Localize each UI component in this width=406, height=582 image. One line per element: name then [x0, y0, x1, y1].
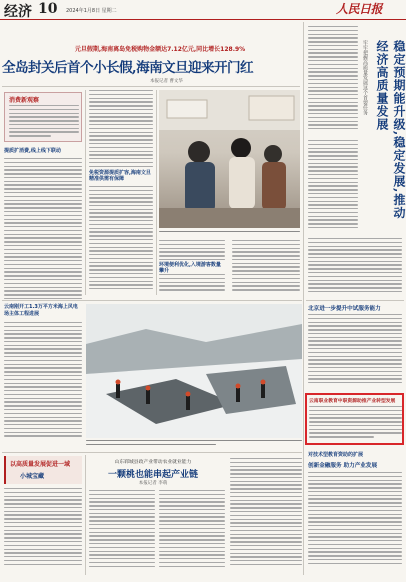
lead-rule	[2, 86, 300, 87]
photo-caption-2	[86, 440, 302, 450]
section-name: 经济	[4, 4, 32, 20]
right-body-2	[308, 140, 358, 235]
masthead-date: 2024年1月8日 星期二	[66, 8, 117, 14]
duty-free-shopping-photo	[159, 90, 300, 228]
lower-left-title: 云南刚开工1.3万平方米海上风电场主体工程进展	[4, 304, 78, 317]
lower-left-body	[4, 322, 82, 444]
feature-body-1	[89, 490, 155, 572]
right-title-3: 对技术型教育资助的扩展	[308, 452, 364, 458]
photo-caption-1	[159, 231, 300, 237]
construction-photo	[86, 304, 302, 438]
left-body-1	[4, 158, 82, 308]
bottom-left-subtitle: 小城宝藏	[20, 473, 45, 480]
right-body-3	[308, 238, 402, 298]
lead-kicker: 元旦假期,海南离岛免税购物金额达7.12亿元,同比增长128.9%	[74, 46, 246, 53]
left-section-title-1: 提质扩消费,线上线下联动	[4, 148, 61, 154]
right-title-2: 云南职业教育中职资源助推产业转型发展	[309, 399, 396, 404]
highlight-box	[305, 393, 404, 445]
right-body-1	[308, 26, 358, 136]
bottom-left-box	[4, 456, 82, 484]
feature-headline: 一颗桃也能串起产业链	[107, 470, 198, 480]
masthead	[0, 0, 406, 20]
mid-sub-title-1: 免税资源提质扩容,海南文旦精准供需有保障	[89, 170, 151, 182]
newspaper-logo: 人民日报	[336, 2, 383, 16]
feature-body-2	[159, 490, 225, 572]
right-title-1: 北京进一步提升中试服务能力	[308, 306, 381, 312]
right-vertical-subheading: 牢牢把握高质量发展这个首要任务	[362, 40, 368, 115]
right-vertical-headline: 稳定预期能升级,稳定发展,推动经济高质量发展	[375, 40, 406, 220]
right-body-5	[308, 472, 402, 570]
feature-kicker: 山东郓城县政产业带动农业就业能力	[114, 460, 192, 465]
lead-byline: 本报记者 曹文华	[150, 79, 183, 84]
mid-body-1	[89, 90, 153, 172]
right-title-4: 创新金融服务 助力产业发展	[308, 463, 378, 469]
feature-body-3	[230, 458, 302, 572]
right-body-4	[308, 314, 402, 390]
bottom-left-title: 以高质量发展促进一域	[10, 461, 71, 468]
mid-body-4	[232, 240, 300, 296]
page-number: 10	[38, 1, 58, 17]
bottom-left-body	[4, 488, 82, 572]
lead-headline: 全岛封关后首个小长假,海南文旦迎来开门红	[2, 60, 254, 76]
mid-body-2	[89, 186, 153, 296]
feature-byline: 本报记者 李萌	[138, 481, 168, 486]
box-title: 消费新观察	[9, 97, 40, 104]
mid-sub-title-2: 环境便利优化,入境游客数量攀升	[159, 262, 225, 274]
consumption-box	[4, 92, 82, 142]
